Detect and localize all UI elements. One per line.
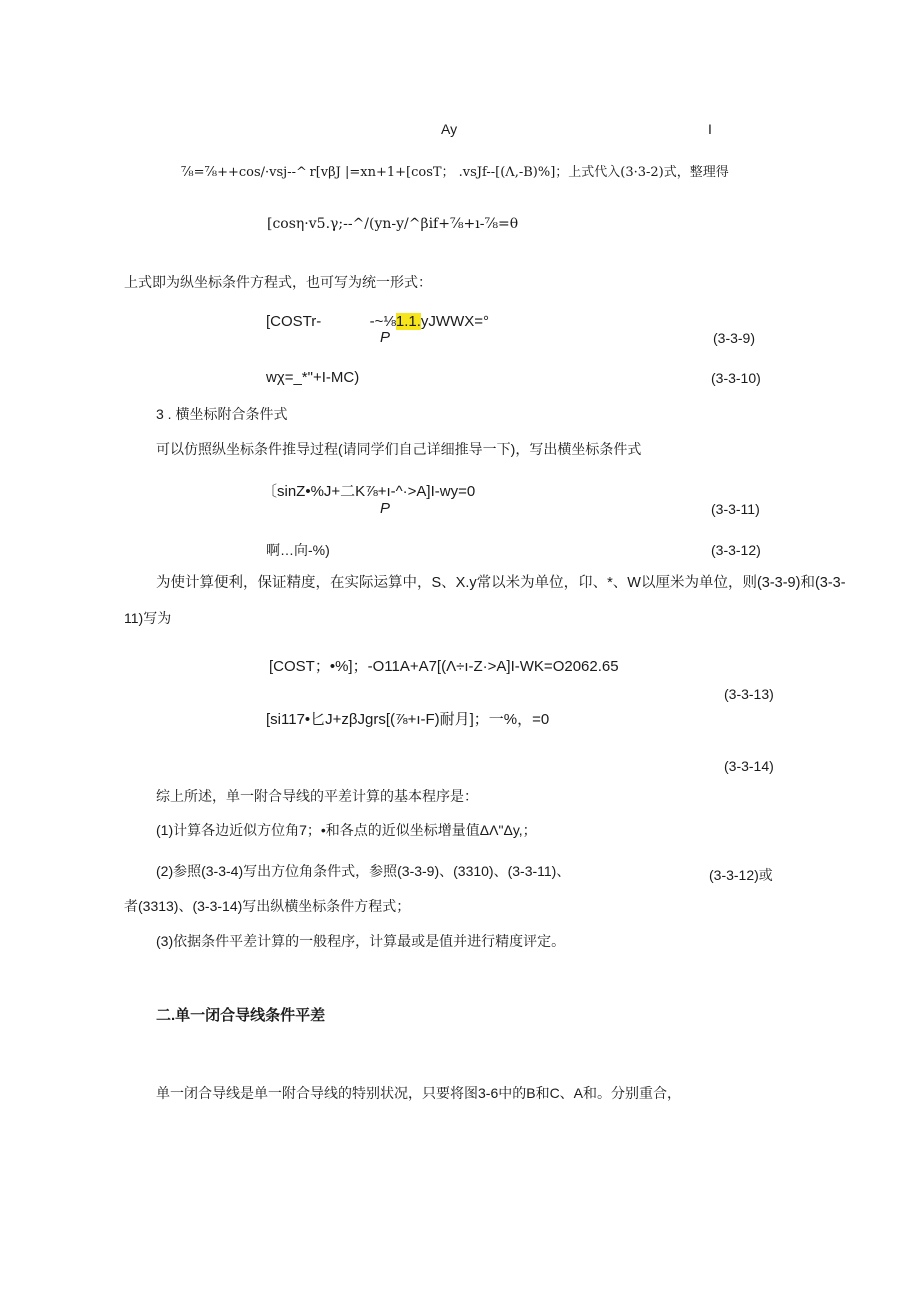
step-3: (3)依据条件平差计算的一般程序，计算最或是值并进行精度评定。 [156, 933, 566, 949]
paragraph-units: 为使计算便利，保证精度，在实际运算中，S、X.y常以米为单位，卬、*、W以厘米为单位，则(3-3-9)和(3-3- [156, 575, 846, 591]
paragraph-summary: 综上所述，单一附合导线的平差计算的基本程序是： [156, 788, 478, 804]
formula-line-cos-eta: [cosη·v5.γ;--^/(yn-y/^βif+⅞+ı-⅞=θ [267, 216, 519, 232]
step-2: (2)参照(3-3-4)写出方位角条件式，参照(3-3-9)、(3310)、(3-3-11)、 [156, 863, 571, 879]
formula-3-3-11: 〔sinZ•%J+二K⅞+ı-^·>A]I-wy=0 [262, 483, 476, 500]
formula-3-3-13: [COST；•%]；-O11A+A7[(Λ÷ı-Z·>A]I-WK=O2062.65 [269, 658, 619, 675]
formula-line-substitution: ⅞=⅞++cos/·vsj--^ r[vβJ |=xn+1+[cosT； .vsJf--[(Λ,-B)%]；上式代入(3·3-2)式，整理得 [181, 165, 729, 180]
equation-number-3-3-13: (3-3-13) [724, 686, 774, 702]
formula-fragment-ay: Ay [441, 121, 458, 137]
highlighted-text: 1.1. [395, 313, 421, 330]
formula-3-3-12: 啊…向-%) [266, 542, 330, 558]
section-3-title: 3 . 横坐标附合条件式 [156, 406, 288, 422]
equation-number-3-3-11: (3-3-11) [711, 501, 760, 517]
formula-3-3-9-part-a: [COSTr- [266, 313, 322, 330]
section-heading-closed-traverse: 二.单一闭合导线条件平差 [156, 1007, 326, 1024]
formula-3-3-9 [266, 313, 489, 331]
paragraph-closed-traverse: 单一闭合导线是单一附合导线的特别状况，只要将图3-6中的B和C、A和。分别重合， [156, 1085, 682, 1101]
paragraph-ordinate-condition: 上式即为纵坐标条件方程式，也可写为统一形式： [124, 274, 432, 290]
formula-3-3-9-part-b: -~⅛ [369, 313, 396, 330]
paragraph-units-cont: 11)写为 [124, 610, 172, 626]
equation-number-3-3-10: (3-3-10) [711, 370, 761, 386]
equation-number-3-3-9: (3-3-9) [713, 330, 756, 346]
formula-3-3-9-denominator: P [380, 329, 391, 346]
paragraph-abscissa-intro: 可以仿照纵坐标条件推导过程(请同学们自己详细推导一下)，写出横坐标条件式 [156, 441, 642, 457]
formula-3-3-14: [si117•匕J+zβJgrs[(⅞+ı-F)耐月]；一%，=0 [266, 711, 550, 728]
formula-3-3-11-denominator: P [380, 500, 391, 517]
step-2-cont: 者(3313)、(3-3-14)写出纵横坐标条件方程式； [124, 898, 411, 914]
equation-number-3-3-12: (3-3-12) [711, 542, 761, 558]
step-1: (1)计算各边近似方位角7；•和各点的近似坐标增量值ΔΛ"Δy,； [156, 822, 537, 838]
formula-3-3-10: wχ=_*"+I-MC) [266, 369, 360, 386]
formula-3-3-9-part-c: yJWWX=° [420, 313, 490, 330]
step-2-tail: (3-3-12)或 [709, 867, 773, 883]
equation-number-3-3-14: (3-3-14) [724, 758, 774, 774]
formula-fragment-i: I [708, 121, 712, 137]
